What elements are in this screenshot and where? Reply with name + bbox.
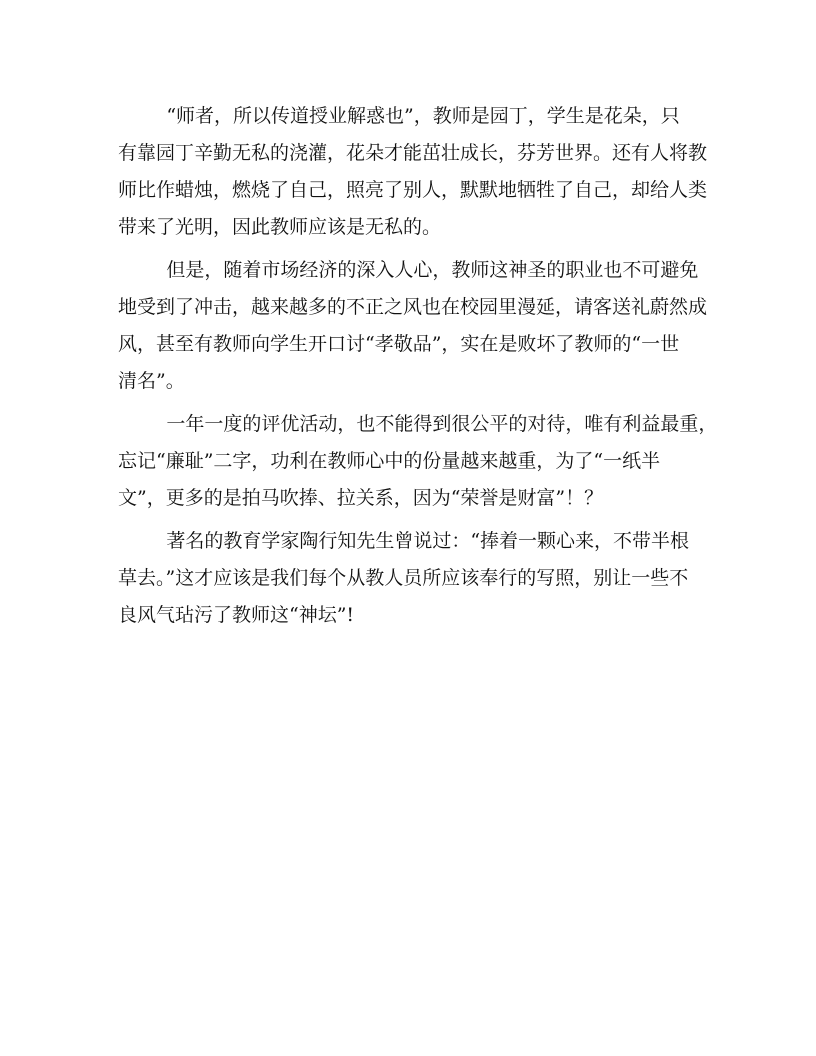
paragraph-2 xyxy=(118,252,708,400)
paragraph-line: “师者，所以传道授业解惑也”，教师是园丁，学生是花朵，只 xyxy=(118,105,680,127)
paragraph-line: 地受到了冲击，越来越多的不正之风也在校园里漫延，请客送礼蔚然成 xyxy=(118,296,708,318)
paragraph-4 xyxy=(118,523,698,634)
paragraph-line: 草去。”这才应该是我们每个从教人员所应该奉行的写照，别让一些不 xyxy=(118,567,689,589)
paragraph-line: 带来了光明，因此教师应该是无私的。 xyxy=(118,216,442,238)
paragraph-line: 良风气玷污了教师这“神坛”! xyxy=(118,604,355,626)
paragraph-line: 一年一度的评优活动，也不能得到很公平的对待，唯有利益最重， xyxy=(118,413,718,435)
paragraph-line: 师比作蜡烛，燃烧了自己，照亮了别人，默默地牺牲了自己，却给人类 xyxy=(118,179,708,201)
paragraph-3 xyxy=(118,406,718,517)
paragraph-line: 清名”。 xyxy=(118,370,185,392)
paragraph-line: 忘记“廉耻”二字，功利在教师心中的份量越来越重，为了“一纸半 xyxy=(118,450,661,472)
paragraph-line: 有靠园丁辛勤无私的浇灌，花朵才能茁壮成长，芬芳世界。还有人将教 xyxy=(118,142,708,164)
paragraph-line: 但是，随着市场经济的深入人心，教师这神圣的职业也不可避免 xyxy=(118,259,699,281)
paragraph-1 xyxy=(118,98,708,246)
paragraph-line: 风，甚至有教师向学生开口讨“孝敬品”，实在是败坏了教师的“一世 xyxy=(118,333,680,355)
paragraph-line: 著名的教育学家陶行知先生曾说过：“捧着一颗心来，不带半根 xyxy=(118,530,690,552)
paragraph-line: 文”，更多的是拍马吹捧、拉关系，因为“荣誉是财富”！？ xyxy=(118,487,604,509)
document-body xyxy=(118,98,718,640)
